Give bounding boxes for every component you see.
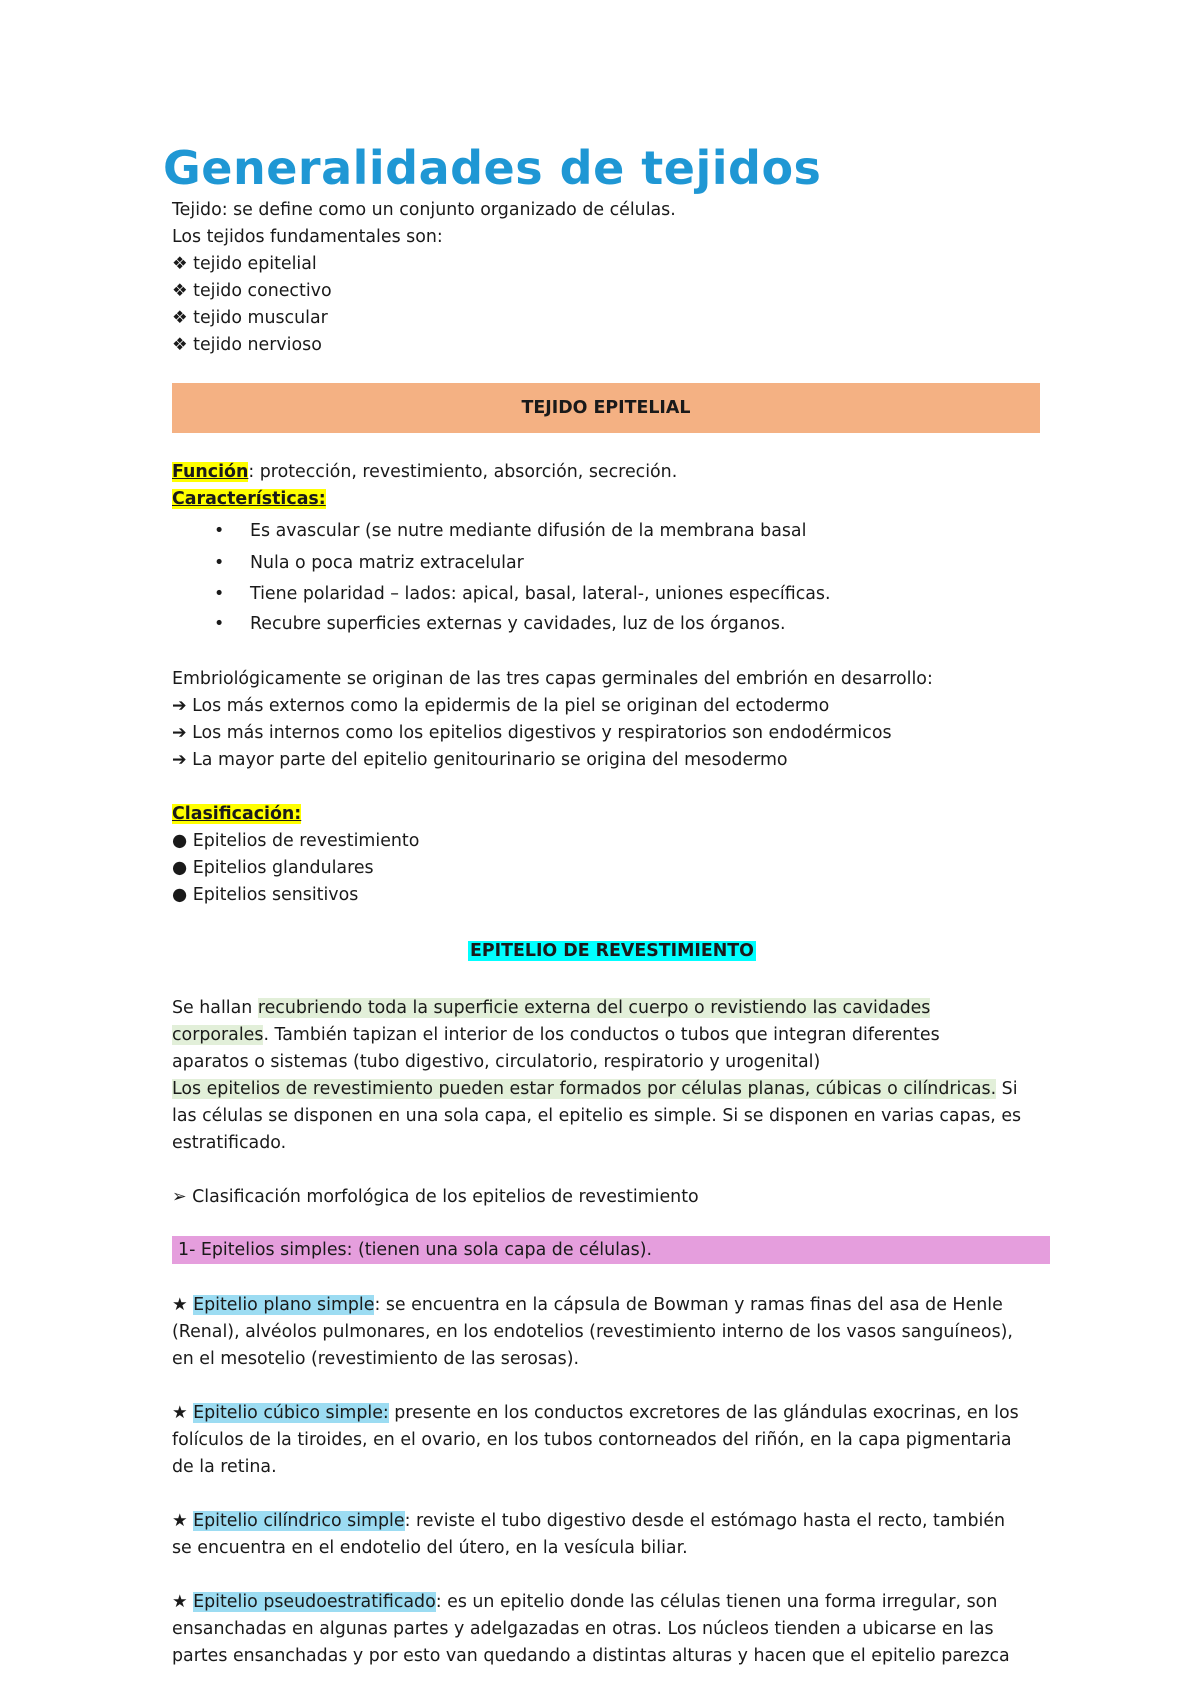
paragraph-line: Los epitelios de revestimiento pueden estar formados por células planas, cúbicas o cilíndricas. Si	[172, 1079, 1018, 1099]
arrow-right-icon: ➔	[172, 723, 187, 743]
fundamental-lead: Los tejidos fundamentales son:	[172, 227, 443, 247]
diamond-icon: ❖	[172, 254, 188, 274]
paragraph-line: de la retina.	[172, 1457, 277, 1477]
paragraph-line: estratificado.	[172, 1133, 287, 1153]
paragraph-line: en el mesotelio (revestimiento de las serosas).	[172, 1349, 580, 1369]
list-item: ➔ Los más externos como la epidermis de la piel se originan del ectodermo	[172, 696, 830, 716]
simple-epithelia-bar: 1- Epitelios simples: (tienen una sola capa de células).	[172, 1236, 1050, 1264]
morfologica-heading: ➢ Clasificación morfológica de los epitelios de revestimiento	[172, 1187, 699, 1207]
list-item: ➔ La mayor parte del epitelio genitourinario se origina del mesodermo	[172, 750, 788, 770]
paragraph-line: ★ Epitelio cúbico simple: presente en los conductos excretores de las glándulas exocrinas, en los	[172, 1403, 1019, 1423]
section-banner-epitelial: TEJIDO EPITELIAL	[172, 383, 1040, 433]
circle-bullet-icon: ●	[172, 885, 188, 905]
list-item: ❖ tejido conectivo	[172, 281, 332, 301]
paragraph-line: folículos de la tiroides, en el ovario, en los tubos contorneados del riñón, en la capa pigmentaria	[172, 1430, 1012, 1450]
list-item: ● Epitelios sensitivos	[172, 885, 359, 905]
list-item: ● Epitelios de revestimiento	[172, 831, 420, 851]
bullet-icon: •	[214, 614, 225, 634]
definition-text: Tejido: se define como un conjunto organizado de células.	[172, 200, 676, 220]
caracteristicas-line	[172, 486, 326, 513]
paragraph-line: ★ Epitelio pseudoestratificado: es un epitelio donde las células tienen una forma irregular, son	[172, 1592, 998, 1612]
list-item: ● Epitelios glandulares	[172, 858, 374, 878]
arrow-right-icon: ➔	[172, 696, 187, 716]
list-item: ❖ tejido nervioso	[172, 335, 322, 355]
embrio-lead: Embriológicamente se originan de las tres capas germinales del embrión en desarrollo:	[172, 669, 933, 689]
funcion-label: Función	[172, 462, 249, 482]
bullet-icon: •	[214, 553, 225, 573]
circle-bullet-icon: ●	[172, 831, 188, 851]
document-page: Generalidades de tejidos Tejido: se define como un conjunto organizado de células. Los tejidos fundamentales son: ❖ tejido epitelial ❖ tejido conectivo ❖ tejido muscular ❖ tejido nervioso TEJIDO EPITELIAL Función: protección, revestimiento, absorción, secreción. Características: • Es avascular (se nutre mediante difusión de la membrana basal • Nula o poca matriz extracelular • Tiene polaridad – lados: apical, basal, lateral-, uniones específicas. • Recubre superficies externas y cavidades, luz de los órganos. Embriológicamente se originan de las tres capas germinales del embrión en desarrollo: ➔ Los más externos como la epidermis de la piel se originan del ectodermo ➔ Los más internos como los epitelios digestivos y respiratorios son endodérmicos ➔ La mayor parte del epitelio genitourinario se origina del mesodermo Clasificación: ● Epitelios de revestimiento ● Epitelios glandulares ● Epitelios sensitivos EPITELIO DE REVESTIMIENTO Se hallan recubriendo toda la superficie externa del cuerpo o revistiendo las cavidades corporales. También tapizan el interior de los conductos o tubos que integran diferentes aparatos o sistemas (tubo digestivo, circulatorio, respiratorio y urogenital) Los epitelios de revestimiento pueden estar formados por células planas, cúbicas o cilíndricas. Si las células se disponen en una sola capa, el epitelio es simple. Si se disponen en varias capas, es estratificado. ➢ Clasificación morfológica de los epitelios de revestimiento 1- Epitelios simples: (tienen una sola capa de células). ★ Epitelio plano simple: se encuentra en la cápsula de Bowman y ramas finas del asa de Henle (Renal), alvéolos pulmonares, en los endotelios (revestimiento interno de los vasos sanguíneos), en el mesotelio (revestimiento de las serosas). ★ Epitelio cúbico simple: presente en los conductos excretores de las glándulas exocrinas, en los folículos de la tiroides, en el ovario, en los tubos contorneados del riñón, en la capa pigmentaria de la retina. ★ Epitelio cilíndrico simple: reviste el tubo digestivo desde el estómago hasta el recto, también se encuentra en el endotelio del útero, en la vesícula biliar. ★ Epitelio pseudoestratificado: es un epitelio donde las células tienen una forma irregular, son ensanchadas en algunas partes y adelgazadas en otras. Los núcleos tienden a ubicarse en las partes ensanchadas y por esto van quedando a distintas alturas y hacen que el epitelio parezca	[0, 0, 1200, 1694]
caracteristicas-label: Características:	[172, 489, 326, 509]
star-icon: ★	[172, 1511, 188, 1531]
paragraph-line: ★ Epitelio plano simple: se encuentra en la cápsula de Bowman y ramas finas del asa de Henle	[172, 1295, 1003, 1315]
circle-bullet-icon: ●	[172, 858, 188, 878]
diamond-icon: ❖	[172, 308, 188, 328]
bullet-icon: •	[214, 584, 225, 604]
funcion-line: Función: protección, revestimiento, absorción, secreción.	[172, 462, 678, 482]
clasificacion-label: Clasificación:	[172, 804, 302, 824]
list-item: ❖ tejido muscular	[172, 308, 328, 328]
list-item: ❖ tejido epitelial	[172, 254, 317, 274]
paragraph-line: ★ Epitelio cilíndrico simple: reviste el tubo digestivo desde el estómago hasta el recto, también	[172, 1511, 1006, 1531]
paragraph-line: se encuentra en el endotelio del útero, en la vesícula biliar.	[172, 1538, 688, 1558]
star-icon: ★	[172, 1295, 188, 1315]
paragraph-line: las células se disponen en una sola capa, el epitelio es simple. Si se disponen en varias capas, es	[172, 1106, 1022, 1126]
star-icon: ★	[172, 1403, 188, 1423]
paragraph-line: (Renal), alvéolos pulmonares, en los endotelios (revestimiento interno de los vasos sanguíneos),	[172, 1322, 1013, 1342]
page-title: Generalidades de tejidos	[163, 141, 822, 195]
paragraph-line: aparatos o sistemas (tubo digestivo, circulatorio, respiratorio y urogenital)	[172, 1052, 821, 1072]
paragraph-line: ensanchadas en algunas partes y adelgazadas en otras. Los núcleos tienden a ubicarse en las	[172, 1619, 994, 1639]
list-item: ➔ Los más internos como los epitelios digestivos y respiratorios son endodérmicos	[172, 723, 892, 743]
diamond-icon: ❖	[172, 335, 188, 355]
arrow-right-icon: ➔	[172, 750, 187, 770]
star-icon: ★	[172, 1592, 188, 1612]
paragraph-line: Se hallan recubriendo toda la superficie externa del cuerpo o revistiendo las cavidades	[172, 998, 931, 1018]
bullet-icon: •	[214, 521, 225, 541]
diamond-icon: ❖	[172, 281, 188, 301]
paragraph-line: corporales. También tapizan el interior de los conductos o tubos que integran diferentes	[172, 1025, 940, 1045]
clasificacion-line	[172, 801, 301, 828]
paragraph-line: partes ensanchadas y por esto van quedando a distintas alturas y hacen que el epitelio parezca	[172, 1646, 1010, 1666]
section-heading-revestimiento: EPITELIO DE REVESTIMIENTO	[470, 941, 754, 961]
